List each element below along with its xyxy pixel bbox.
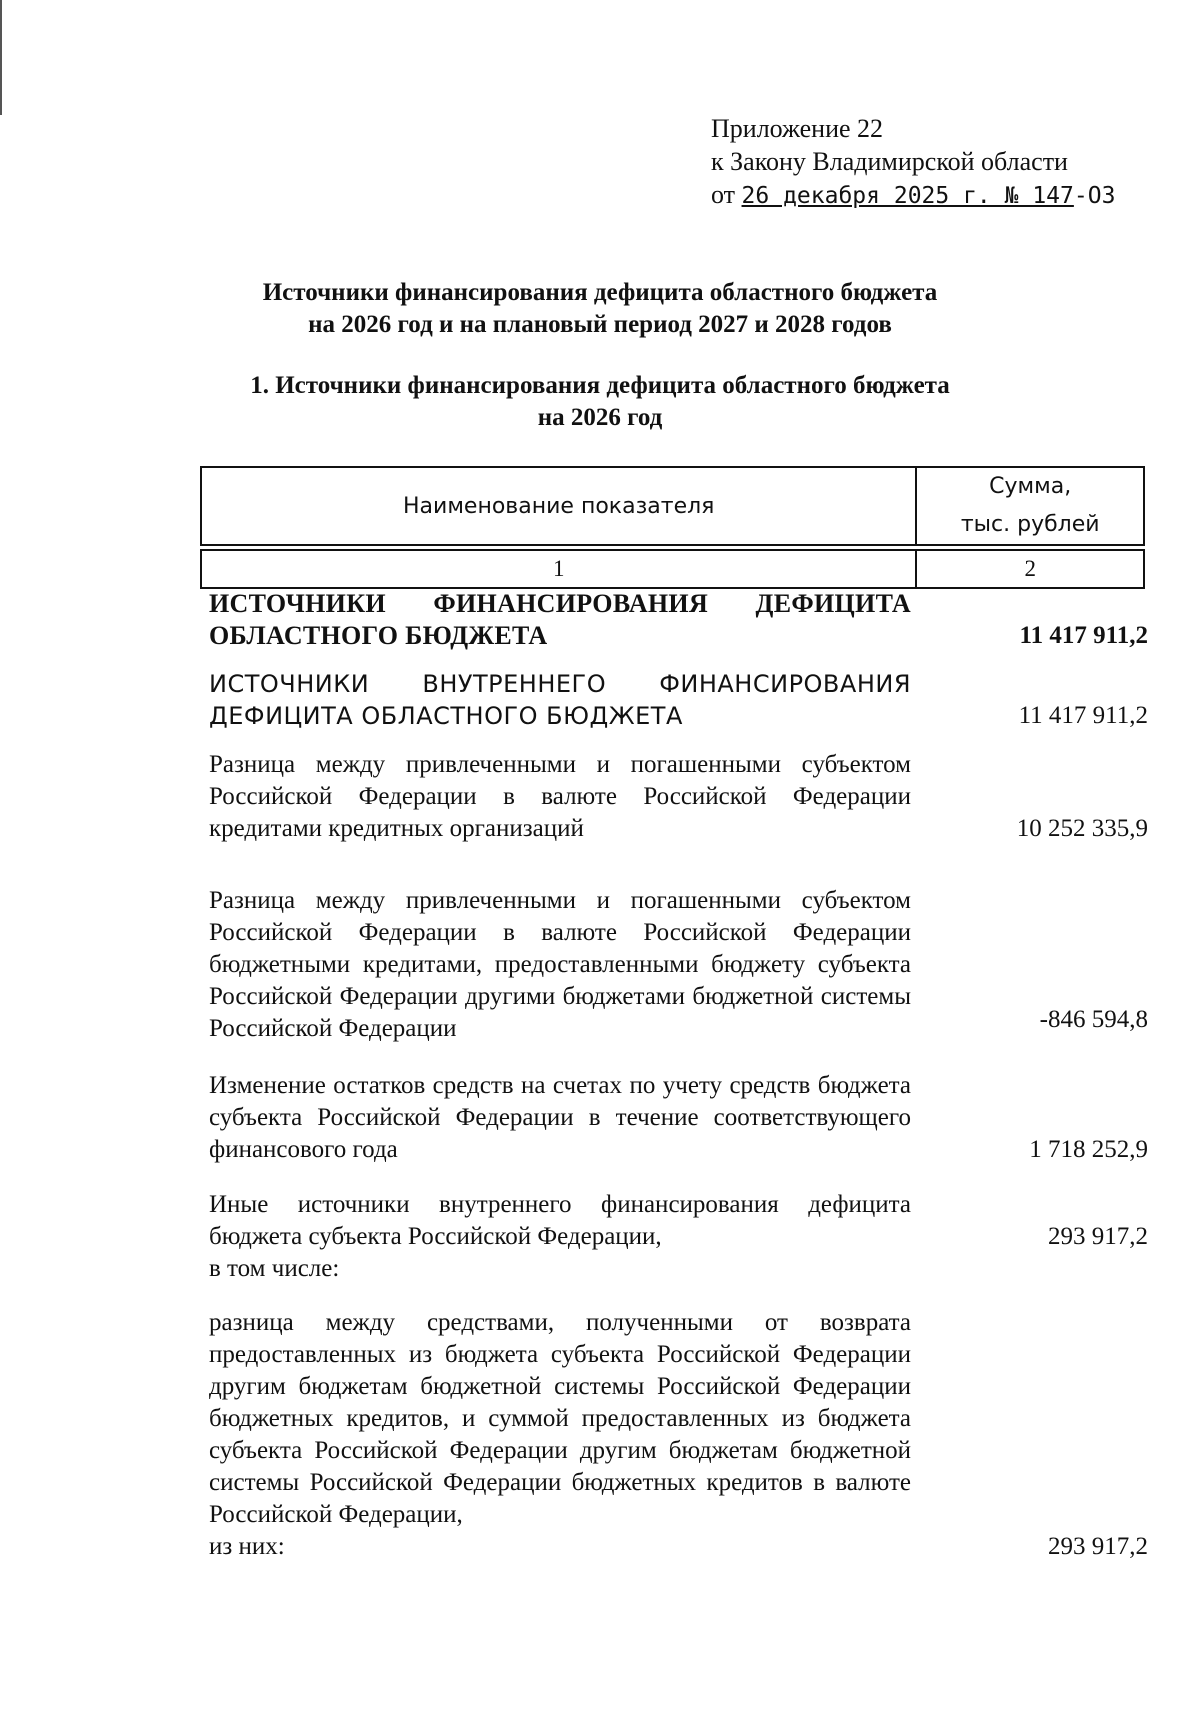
row-label (209, 1189, 911, 1285)
column-header-sum-line-1: Сумма, (989, 474, 1072, 499)
document-title-line-2: на 2026 год и на плановый период 2027 и 2028 годов (308, 311, 892, 338)
row-label: ИСТОЧНИКИ ФИНАНСИРОВАНИЯ ДЕФИЦИТА ОБЛАСТНОГО БЮДЖЕТА (209, 589, 911, 650)
column-header-sum (916, 467, 1144, 545)
row-amount: 11 417 911,2 (1019, 622, 1148, 649)
row-amount: 11 417 911,2 (1018, 702, 1148, 729)
row-label: Разница между привлеченными и погашенными субъектом Российской Федерации в валюте Российской Федерации бюджетными кредитами, предоставленными бюджету субъекта Российской Федерации другими бюджетами бюджетной системы Российской Федерации (209, 887, 911, 1042)
column-header-name: Наименование показателя (201, 467, 916, 545)
column-number-2: 2 (916, 550, 1144, 588)
document-title (0, 277, 1200, 341)
row-label: Изменение остатков средств на счетах по учету средств бюджета субъекта Российской Федерации в течение соответствующего финансового года (209, 1072, 911, 1163)
appendix-reference (711, 112, 1115, 213)
document-title-line-1: Источники финансирования дефицита областного бюджета (262, 279, 938, 306)
section-title-line-1: 1. Источники финансирования дефицита областного бюджета (250, 372, 950, 399)
row-label-text: разница между средствами, полученными от возврата предоставленных из бюджета субъекта Российской Федерации другим бюджетам бюджетной системы Российской Федерации бюджетных кредитов, и суммой предоставленных из бюджета субъекта Российской Федерации другим бюджетам бюджетной системы Российской Федерации бюджетных кредитов в валюте Российской Федерации, (209, 1309, 911, 1528)
row-label (209, 1307, 911, 1563)
row-label-extra: из них: (209, 1533, 285, 1560)
appendix-number: Приложение 22 (711, 114, 884, 143)
row-amount: 10 252 335,9 (1016, 815, 1148, 842)
column-header-sum-line-2: тыс. рублей (960, 512, 1100, 537)
appendix-law-reference: к Закону Владимирской области (711, 147, 1068, 176)
page-edge (0, 0, 2, 115)
table-header (200, 466, 1145, 589)
row-label: ИСТОЧНИКИ ВНУТРЕННЕГО ФИНАНСИРОВАНИЯ ДЕФИЦИТА ОБЛАСТНОГО БЮДЖЕТА (209, 670, 911, 730)
appendix-date: 26 декабря 2025 г. № 147 (741, 183, 1074, 209)
appendix-date-line (711, 178, 1115, 213)
row-amount: -846 594,8 (1039, 1006, 1148, 1033)
section-title-line-2: на 2026 год (537, 404, 663, 431)
appendix-law-suffix: -ОЗ (1073, 183, 1116, 209)
appendix-date-prefix: от (711, 180, 742, 209)
row-amount: 293 917,2 (1048, 1223, 1148, 1250)
row-label: Разница между привлеченными и погашенными субъектом Российской Федерации в валюте Российской Федерации кредитами кредитных организаций (209, 751, 911, 842)
row-amount: 1 718 252,9 (1029, 1136, 1148, 1163)
section-title (0, 370, 1200, 434)
row-label-text: Иные источники внутреннего финансирования дефицита бюджета субъекта Российской Федерации, (209, 1191, 911, 1250)
column-number-1: 1 (201, 550, 916, 588)
row-label-extra: в том числе: (209, 1255, 340, 1282)
row-amount: 293 917,2 (1048, 1533, 1148, 1560)
